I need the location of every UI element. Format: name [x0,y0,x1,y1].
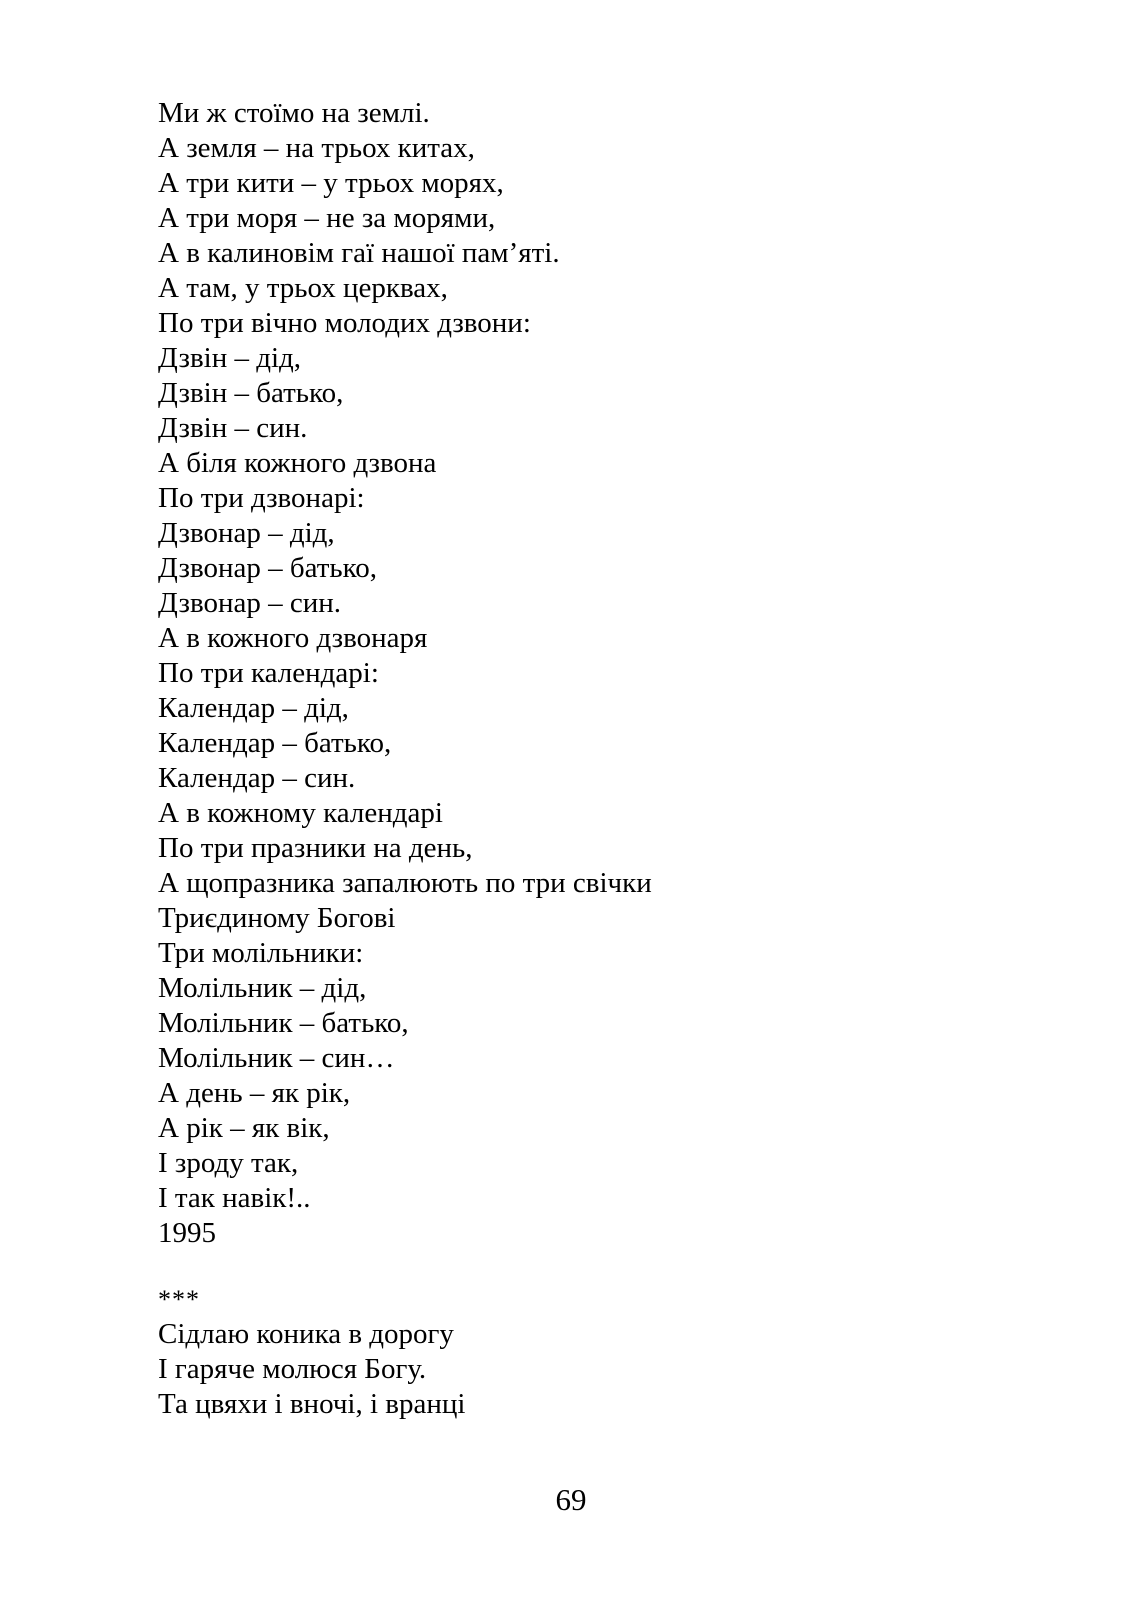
poem-line: А три моря – не за морями, [158,202,496,234]
poem-line: Дзвонар – син. [158,587,342,619]
poem-line: І так навік!.. [158,1182,311,1214]
poem-line: А там, у трьох церквах, [158,272,448,304]
poem-line: Дзвін – дід, [158,342,302,374]
poem-line: Календар – батько, [158,727,392,759]
poem-year: 1995 [158,1217,216,1249]
section-separator: *** [158,1285,200,1314]
poem-line: Молільник – дід, [158,972,367,1004]
poem-text [158,96,1058,1422]
poem-stanza-1 [158,96,1058,1251]
poem-line: А три кити – у трьох морях, [158,167,504,199]
poem-line: А біля кожного дзвона [158,447,437,479]
poem-line: Молільник – син… [158,1042,395,1074]
poem-line: По три дзвонарі: [158,482,365,514]
poem-line: І зроду так, [158,1147,299,1179]
poem-line: А рік – як вік, [158,1112,330,1144]
section-gap [158,1251,1058,1282]
poem-line: А щопразника запалюють по три свічки [158,867,652,899]
poem-line: По три вічно молодих дзвони: [158,307,531,339]
poem-line: Дзвонар – батько, [158,552,377,584]
poem-line: Дзвонар – дід, [158,517,335,549]
poem-line: І гаряче молюся Богу. [158,1353,427,1385]
poem-line: Сідлаю коника в дорогу [158,1318,454,1350]
poem-line: По три календарі: [158,657,379,689]
poem-line: Календар – син. [158,762,356,794]
poem-line: А в кожному календарі [158,797,443,829]
poem-line: По три празники на день, [158,832,473,864]
poem-line: А земля – на трьох китах, [158,132,475,164]
poem-stanza-2 [158,1317,1058,1422]
poem-line: Календар – дід, [158,692,349,724]
poem-line: А день – як рік, [158,1077,351,1109]
poem-line: Три молільники: [158,937,364,969]
poem-line: Триєдиному Богові [158,902,396,934]
page-number: 69 [555,1482,587,1517]
poem-line: Дзвін – син. [158,412,308,444]
poem-line: А в калиновім гаї нашої пам’яті. [158,237,560,269]
poem-line: Ми ж стоїмо на землі. [158,97,430,129]
poem-line: Молільник – батько, [158,1007,409,1039]
poem-line: А в кожного дзвонаря [158,622,428,654]
poem-line: Та цвяхи і вночі, і вранці [158,1388,466,1420]
poem-line: Дзвін – батько, [158,377,344,409]
